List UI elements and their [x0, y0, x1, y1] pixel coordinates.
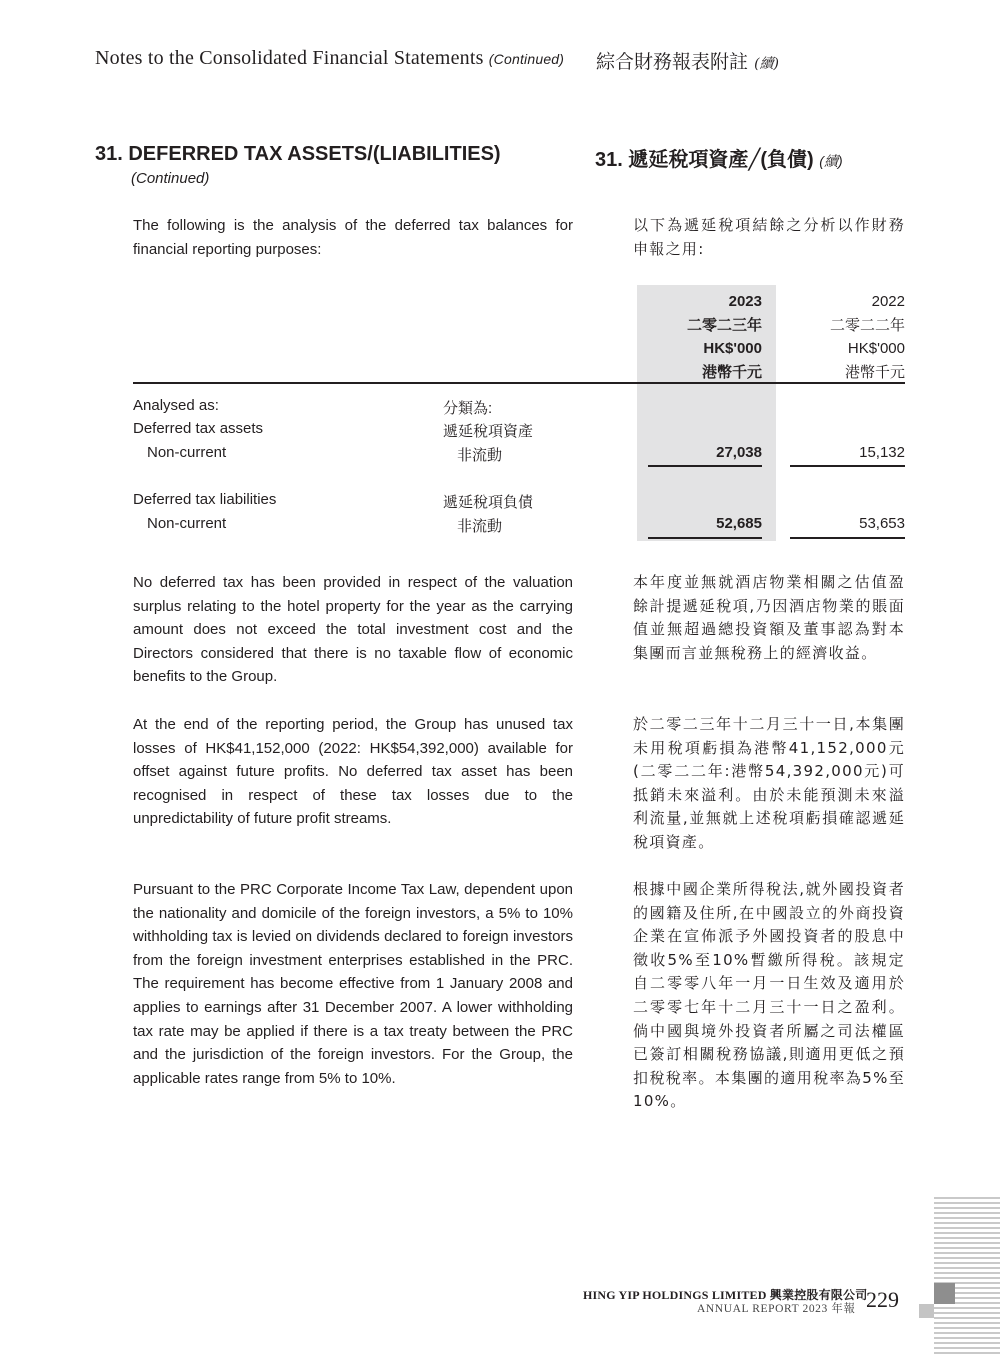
section-title-zh [595, 143, 843, 172]
column-2023-unit-zh: 港幣千元 [701, 363, 762, 381]
liabilities-2022-underline [790, 537, 905, 539]
column-header-2023 [622, 290, 762, 384]
section-title-zh-text: 31. 遞延稅項資產╱(負債) [595, 149, 814, 171]
running-header-en [95, 47, 564, 70]
header-title-zh: 綜合財務報表附註 [596, 51, 749, 73]
table-header-rule [133, 382, 905, 384]
decorative-square-light [919, 1304, 934, 1318]
page-number: 229 [866, 1287, 899, 1312]
analysed-as-label-zh: 分類為: [443, 400, 493, 417]
section-continued-en: (Continued) [131, 170, 210, 187]
liabilities-value-2022: 53,653 [859, 515, 905, 532]
footer-company-name: HING YIP HOLDINGS LIMITED 興業控股有限公司 [583, 1288, 868, 1302]
paragraph-hotel-valuation-en: No deferred tax has been provided in respect of the valuation surplus relating to the hotel property for the year as the carrying amount does not exceed the total investment cost and the Directors considered that there is no taxable flow of economic benefits to the Group. [133, 574, 573, 686]
column-2023-year-zh: 二零二三年 [686, 316, 762, 334]
assets-non-current-label-zh: 非流動 [457, 447, 503, 464]
paragraph-tax-losses-en: At the end of the reporting period, the Group has unused tax losses of HK$41,152,000 (2022: HK$54,392,000) available for offset against future profits. No deferred tax asset has been recognised in respect of these tax losses due to the unpredictability of future profit streams. [133, 716, 573, 828]
analysed-as-label-en: Analysed as: [133, 397, 219, 414]
assets-value-2022: 15,132 [859, 444, 905, 461]
column-2023-unit: HK$'000 [703, 340, 762, 357]
decorative-square-dark [934, 1283, 955, 1304]
liabilities-non-current-label-zh: 非流動 [457, 518, 503, 535]
header-continued-zh: (續) [754, 56, 779, 72]
liabilities-value-2023: 52,685 [716, 515, 762, 532]
column-2022-year-zh: 二零二二年 [829, 316, 905, 334]
deferred-tax-liabilities-label-zh: 遞延稅項負債 [443, 494, 534, 511]
column-2022-unit: HK$'000 [847, 340, 905, 357]
header-continued-en: (Continued) [488, 51, 565, 67]
intro-paragraph-zh: 以下為遞延稅項結餘之分析以作財務申報之用: [633, 216, 905, 258]
decorative-stripes [934, 1197, 1000, 1357]
paragraph-tax-losses-zh: 於二零二三年十二月三十一日,本集團未用稅項虧損為港幣41,152,000元(二零二二年:港幣54,392,000元)可抵銷未來溢利。由於未能預測未來溢利流量,並無就上述稅項虧損確認遞延稅項資產。 [633, 715, 905, 851]
liabilities-2023-underline [648, 537, 762, 539]
column-2023-year: 2023 [728, 293, 762, 310]
deferred-tax-assets-label-zh: 遞延稅項資產 [443, 423, 534, 440]
paragraph-hotel-valuation-zh: 本年度並無就酒店物業相關之估值盈餘計提遞延稅項,乃因酒店物業的賬面值並無超過總投資額及董事認為對本集團而言並無稅務上的經濟收益。 [633, 573, 905, 662]
column-2022-unit-zh: 港幣千元 [844, 363, 905, 381]
header-title-en: Notes to the Consolidated Financial Statements [95, 47, 484, 69]
footer-report-name: ANNUAL REPORT 2023 年報 [697, 1303, 856, 1315]
paragraph-withholding-tax-en: Pursuant to the PRC Corporate Income Tax Law, dependent upon the nationality and domicile of the foreign investors, a 5% to 10% withholding tax is levied on dividends declared to foreign investors from the foreign investment enterprises established in the PRC. The requirement has become effective from 1 January 2008 and applies to earnings after 31 December 2007. A lower withholding tax rate may be applied if there is a tax treaty between the PRC and the jurisdiction of the foreign investors. For the Group, the applicable rates range from 5% to 10%. [133, 881, 573, 1087]
intro-paragraph-en: The following is the analysis of the deferred tax balances for financial reporting purposes: [133, 217, 573, 258]
running-header-zh [596, 47, 779, 74]
paragraph-withholding-tax-zh: 根據中國企業所得稅法,就外國投資者的國籍及住所,在中國設立的外商投資企業在宣佈派予外國投資者的股息中徵收5%至10%暫繳所得稅。該規定自二零零八年一月一日生效及適用於二零零七年十二月三十一日之盈利。倘中國與境外投資者所屬之司法權區已簽訂相關稅務協議,則適用更低之預扣稅稅率。本集團的適用稅率為5%至10%。 [633, 880, 905, 1111]
section-continued-zh: (續) [819, 153, 843, 169]
assets-value-2023: 27,038 [716, 444, 762, 461]
deferred-tax-liabilities-label-en: Deferred tax liabilities [133, 491, 277, 508]
deferred-tax-assets-label-en: Deferred tax assets [133, 420, 264, 437]
liabilities-non-current-label-en: Non-current [147, 515, 227, 532]
column-2022-year: 2022 [871, 293, 905, 310]
assets-2023-underline [648, 465, 762, 467]
section-title-en: 31. DEFERRED TAX ASSETS/(LIABILITIES) [95, 143, 501, 165]
column-header-2022 [765, 290, 905, 384]
assets-non-current-label-en: Non-current [147, 444, 227, 461]
assets-2022-underline [790, 465, 905, 467]
